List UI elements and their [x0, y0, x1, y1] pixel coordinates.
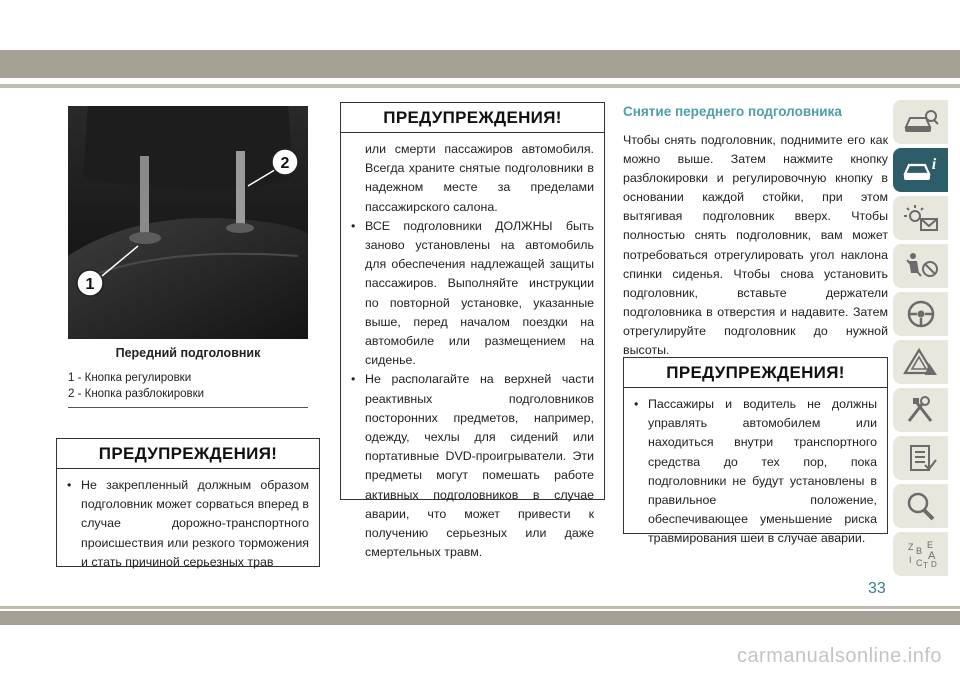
tab-dashboard-lights[interactable]	[893, 196, 948, 240]
page-number: 33	[868, 580, 886, 597]
callout-1	[77, 270, 103, 296]
svg-text:D: D	[930, 560, 937, 569]
svg-text:E: E	[926, 540, 933, 550]
tab-car-search[interactable]	[893, 100, 948, 144]
svg-text:T: T	[922, 561, 928, 569]
tab-index[interactable]	[893, 532, 948, 576]
warning-item	[67, 476, 309, 572]
warning-item-text: Не закрепленный должным образом подголовник может сорваться вперед в случае дорожно-транспортного происшествия или резкого торможения и стать причиной серьезных трав	[81, 478, 309, 569]
bullet: •	[351, 372, 356, 387]
callout-2	[272, 149, 298, 175]
warning-body	[57, 469, 319, 579]
tab-tools[interactable]	[893, 388, 948, 432]
alphabet-index-icon	[903, 539, 939, 569]
chapter-tabs	[893, 100, 948, 580]
warning-item-text: ВСЕ подголовники ДОЛЖНЫ быть заново установлены на автомобиль для обеспечения надлежащей защиты пассажиров. Выполняйте инструкции по повторной установке, указанные выше, перед началом поездки на автомобиле или размещением на сиденье.	[365, 218, 594, 368]
warning-box-2	[340, 102, 605, 560]
section-text: Чтобы снять подголовник, поднимите его как можно выше. Затем нажмите кнопку разблокировки и регулировочную кнопку в основании каждой стойки, при этом вытягивая подголовник вверх. Чтобы полностью снять подголовник, вам может потребоваться отрегулировать угол наклона спинки сиденья. Чтобы снова установить подголовник, вставьте держатели подголовника в отверстия и надавите. Затем отрегулируйте подголовник до нужной высоты.	[623, 133, 888, 358]
bullet: •	[634, 397, 639, 411]
warning-heading: ПРЕДУПРЕЖДЕНИЯ!	[57, 439, 319, 469]
dashboard-lights-icon	[903, 203, 939, 233]
bullet: •	[67, 478, 72, 492]
warning-item-text: Пассажиры и водитель не должны управлять автомобилем или находиться внутри транспортного средства до тех пор, пока подголовники не будут установлены в правильное положение, обеспечивающее уменьшение риска травмирования шеи в случае аварии.	[648, 397, 877, 546]
warning-continuation: или смерти пассажиров автомобиля. Всегда храните снятые подголовники в надежном месте за пределами пассажирского салона.	[365, 142, 594, 214]
tab-warning-triangle[interactable]	[893, 340, 948, 384]
svg-text:I: I	[908, 555, 912, 565]
tab-steering-wheel[interactable]	[893, 292, 948, 336]
watermark: carmanualsonline.info	[736, 645, 942, 667]
magnifier-icon	[903, 491, 939, 521]
tab-seat-belt[interactable]	[893, 244, 948, 288]
legend-item: 2 - Кнопка разблокировки	[68, 388, 205, 400]
seat-belt-icon	[903, 251, 939, 281]
car-info-icon	[902, 155, 940, 185]
tab-checklist[interactable]	[893, 436, 948, 480]
svg-text:i: i	[931, 156, 936, 173]
callout-2-label: 2	[280, 155, 290, 172]
warning-item	[351, 217, 594, 371]
figure-caption: Передний подголовник	[115, 346, 261, 360]
legend-item: 1 - Кнопка регулировки	[68, 372, 192, 384]
warning-heading: ПРЕДУПРЕЖДЕНИЯ!	[624, 358, 887, 388]
car-search-icon	[903, 107, 939, 137]
tools-icon	[903, 395, 939, 425]
tab-car-info[interactable]	[893, 148, 948, 192]
checklist-icon	[903, 443, 939, 473]
warning-box-3	[623, 357, 888, 546]
figure-legend	[68, 370, 308, 402]
warning-item-text: Не располагайте на верхней части реактивных подголовников посторонних предметов, например, одежду, чехлы для сидений или портативные DVD-проигрыватели. Эти предметы могут помешать работе активных подголовников в случае аварии, что может привести к получению серьезных или даже смертельных травм.	[365, 372, 594, 560]
svg-text:B: B	[915, 546, 922, 556]
warning-item	[634, 395, 877, 549]
headrest-photo	[68, 106, 308, 339]
callout-1-label: 1	[85, 276, 95, 293]
bullet: •	[351, 218, 356, 233]
footer-stripe	[0, 606, 960, 609]
warning-triangle-icon	[903, 347, 939, 377]
svg-text:A: A	[927, 550, 935, 562]
legend-divider	[68, 407, 308, 408]
warning-heading: ПРЕДУПРЕЖДЕНИЯ!	[341, 103, 604, 133]
footer-band	[0, 611, 960, 625]
header-band	[0, 50, 960, 78]
section-title: Снятие переднего подголовника	[623, 104, 842, 119]
warning-body	[624, 388, 887, 556]
svg-text:C: C	[915, 558, 922, 568]
header-stripe	[0, 84, 960, 88]
svg-text:Z: Z	[907, 542, 913, 552]
steering-wheel-icon	[903, 299, 939, 329]
warning-item	[351, 370, 594, 562]
tab-search[interactable]	[893, 484, 948, 528]
warning-body	[341, 133, 604, 569]
warning-box-1	[56, 438, 320, 567]
